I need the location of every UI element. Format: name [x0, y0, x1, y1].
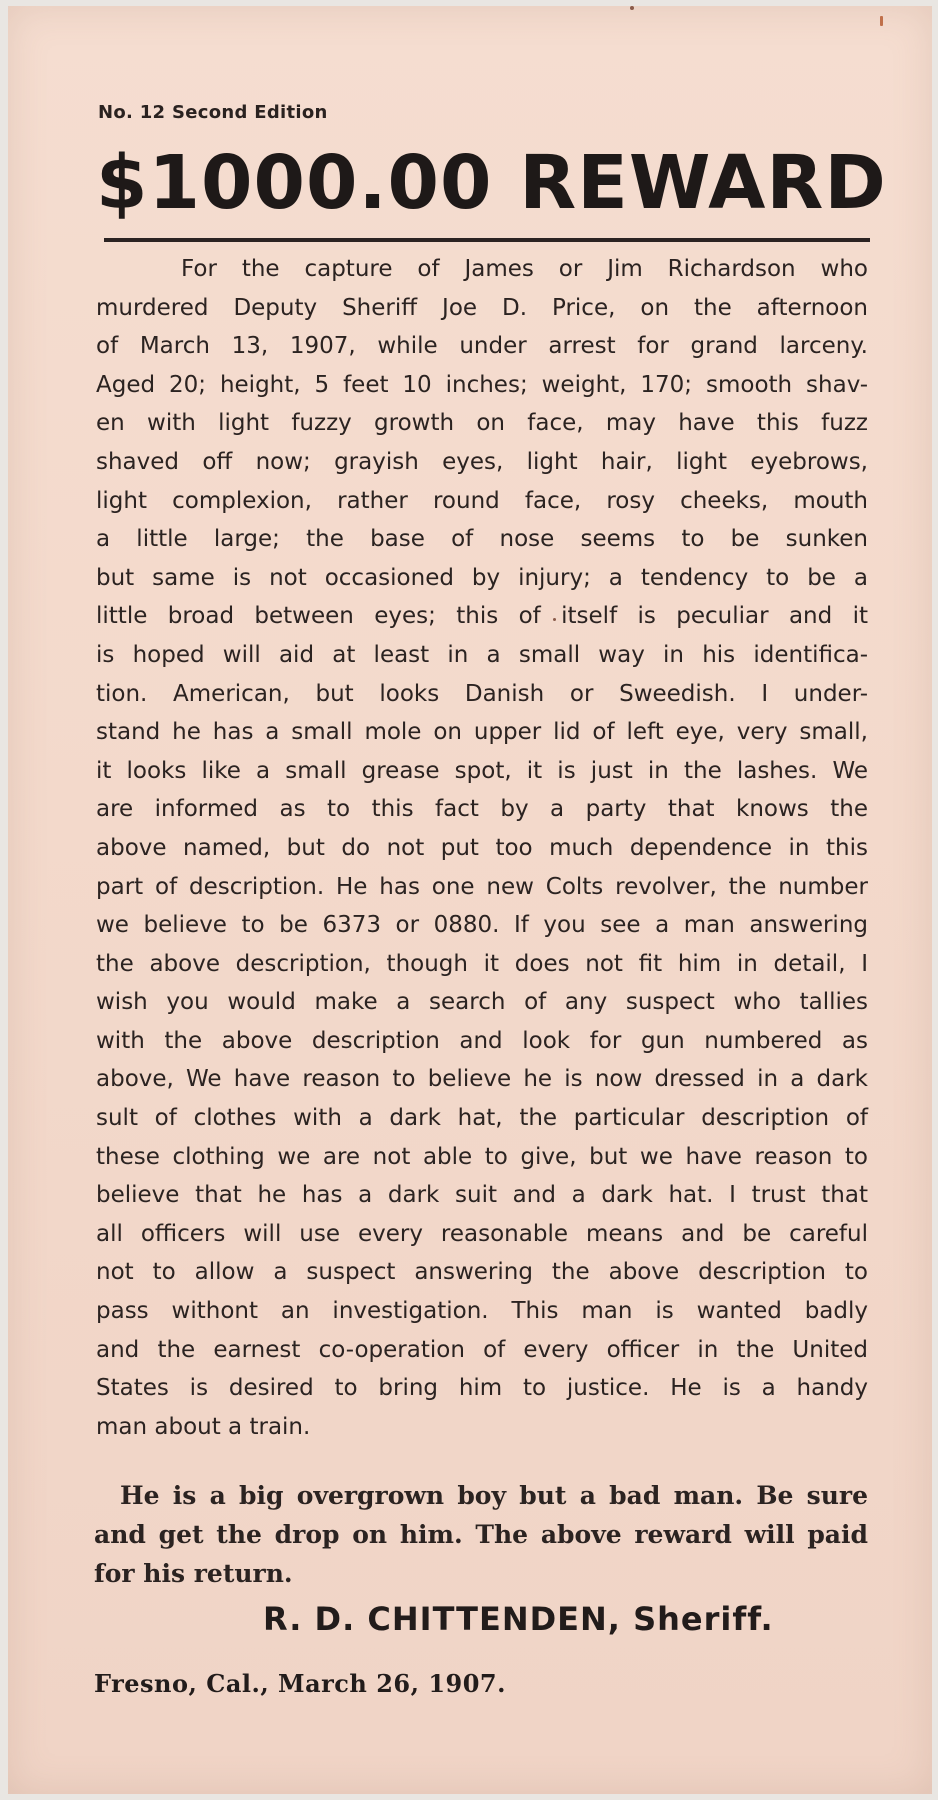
dateline: Fresno, Cal., March 26, 1907. [94, 1669, 506, 1698]
body-line: little broad between eyes; this of itself is peculiar and it [96, 603, 868, 630]
body-line: sult of clothes with a dark hat, the particular description of [96, 1105, 868, 1132]
body-line: man about a train. [96, 1413, 311, 1440]
body-line: we believe to be 6373 or 0880. If you see a man answering [96, 912, 868, 939]
body-line: Aged 20; height, 5 feet 10 inches; weight, 170; smooth shav- [96, 371, 868, 398]
body-line: shaved off now; grayish eyes, light hair, light eyebrows, [96, 448, 868, 475]
closing-paragraph [94, 1476, 868, 1593]
edition-label: No. 12 Second Edition [98, 102, 328, 123]
body-line: light complexion, rather round face, rosy cheeks, mouth [96, 487, 868, 514]
body-line: above, We have reason to believe he is now dressed in a dark [96, 1066, 868, 1093]
body-line: part of description. He has one new Colts revolver, the number [96, 873, 868, 900]
body-line: is hoped will aid at least in a small way in his identifica- [96, 641, 868, 668]
body-line: above named, but do not put too much dependence in this [96, 834, 868, 861]
body-line: en with light fuzzy growth on face, may have this fuzz [96, 410, 868, 437]
body-line: and the earnest co-operation of every officer in the United [96, 1336, 868, 1363]
body-line: of March 13, 1907, while under arrest for grand larceny. [96, 333, 868, 360]
body-line: wish you would make a search of any suspect who tallies [96, 989, 868, 1016]
body-line: For the capture of James or Jim Richardson who [181, 256, 868, 282]
reward-poster [8, 6, 932, 1794]
body-line: murdered Deputy Sheriff Joe D. Price, on the afternoon [96, 294, 868, 321]
body-line: believe that he has a dark suit and a dark hat. I trust that [96, 1182, 868, 1209]
reward-headline: $1000.00 REWARD [96, 140, 887, 226]
body-line: are informed as to this fact by a party that knows the [96, 796, 868, 823]
body-line: it looks like a small grease spot, it is just in the lashes. We [96, 757, 868, 784]
body-line: but same is not occasioned by injury; a tendency to be a [96, 564, 868, 591]
closing-line: and get the drop on him. The above reward will paid [94, 1520, 868, 1549]
body-line: pass withont an investigation. This man is wanted badly [96, 1298, 868, 1325]
body-line: all officers will use every reasonable means and be careful [96, 1220, 868, 1247]
body-line: not to allow a suspect answering the above description to [96, 1259, 868, 1286]
body-line: States is desired to bring him to justice. He is a handy [96, 1375, 868, 1402]
body-line: a little large; the base of nose seems to be sunken [96, 526, 868, 553]
body-line: with the above description and look for gun numbered as [96, 1027, 868, 1054]
headline-divider [104, 238, 870, 242]
closing-line: He is a big overgrown boy but a bad man. Be sure [120, 1481, 868, 1510]
body-line: these clothing we are not able to give, but we have reason to [96, 1143, 868, 1170]
body-line: stand he has a small mole on upper lid of left eye, very small, [96, 719, 868, 746]
body-line: the above description, though it does not fit him in detail, I [96, 950, 868, 977]
closing-line: for his return. [94, 1559, 293, 1588]
description-paragraph [96, 250, 868, 1446]
body-line: tion. American, but looks Danish or Sweedish. I under- [96, 680, 868, 707]
sheriff-signature: R. D. CHITTENDEN, Sheriff. [263, 1600, 774, 1638]
